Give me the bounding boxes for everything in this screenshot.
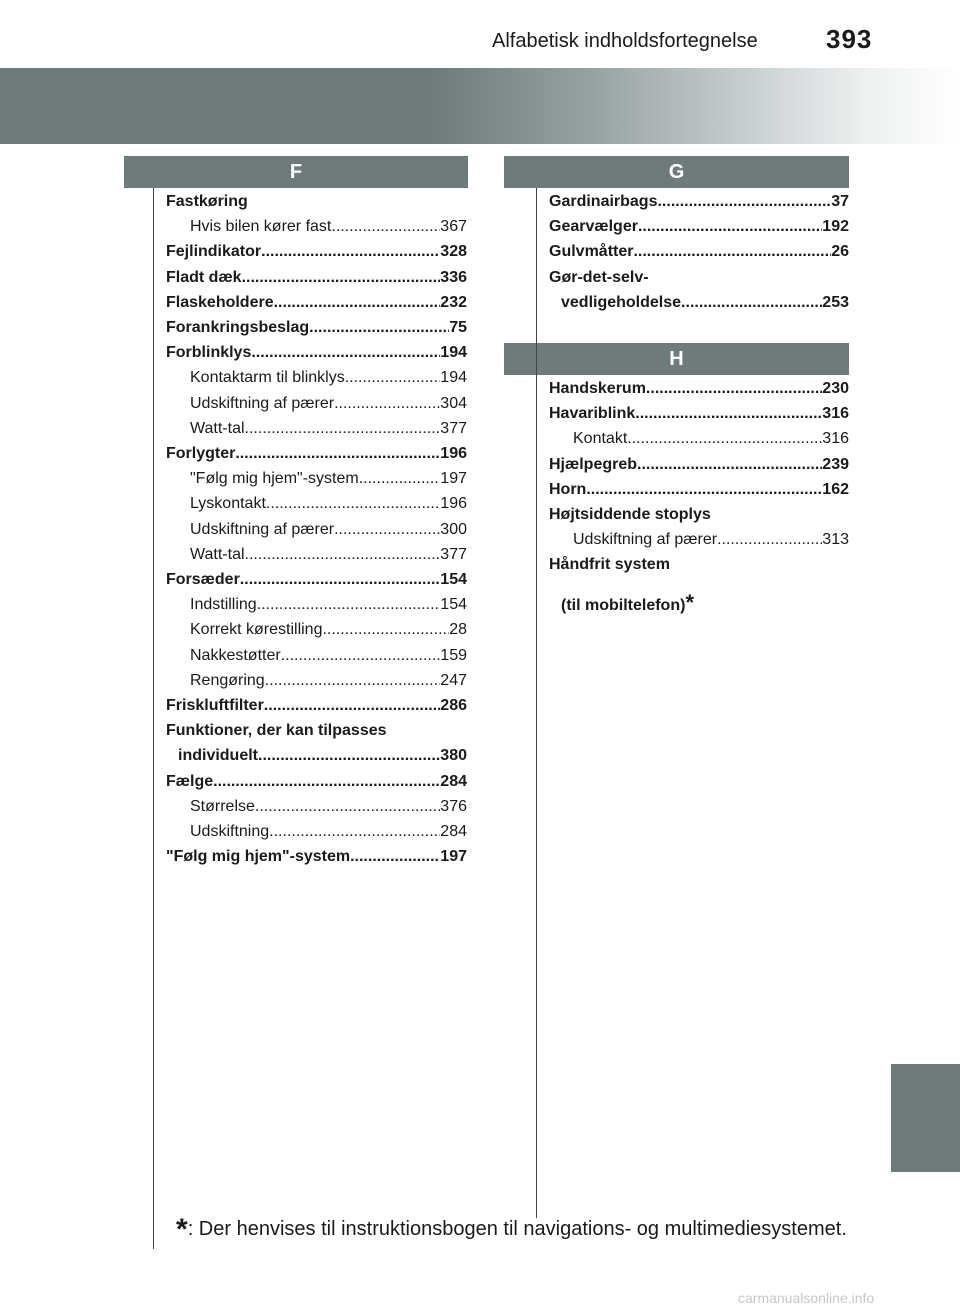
index-entry (166, 596, 467, 614)
entry-page-number: 162 (822, 480, 849, 498)
index-entry (166, 445, 467, 463)
index-entry (549, 531, 849, 549)
index-entry (549, 556, 849, 574)
leader-dots (350, 848, 440, 866)
entry-term: Watt-tal (190, 545, 245, 563)
entry-page-number: 316 (822, 430, 849, 448)
entry-term: (til mobiltelefon) (561, 596, 686, 614)
entry-term: Flaskeholdere (166, 293, 274, 311)
entry-page-number: 313 (822, 531, 849, 549)
index-column-f (166, 193, 467, 893)
index-entry (166, 621, 467, 639)
entry-term: Udskiftning af pærer (573, 531, 718, 549)
section-heading-f: F (124, 156, 468, 188)
entry-page-number: 376 (440, 797, 467, 815)
index-entry (166, 420, 467, 438)
entry-term: Gearvælger (549, 218, 638, 236)
section-heading-h: H (504, 343, 849, 375)
entry-term: Handskerum (549, 380, 646, 397)
entry-term: Udskiftning (190, 823, 270, 840)
index-entry (166, 672, 467, 690)
entry-term: Håndfrit system (549, 556, 670, 574)
index-entry (166, 722, 467, 740)
entry-term: Størrelse (190, 797, 255, 815)
entry-page-number: 377 (440, 419, 467, 437)
leader-dots (334, 521, 440, 539)
chapter-tab (891, 1064, 960, 1172)
leader-dots (681, 294, 822, 312)
leader-dots (255, 798, 440, 816)
entry-page-number: 286 (440, 697, 467, 714)
entry-term: vedligeholdelse (561, 293, 682, 311)
entry-page-number: 197 (440, 470, 467, 488)
leader-dots (269, 823, 440, 841)
entry-term: Horn (549, 480, 587, 498)
index-entry (166, 369, 467, 387)
entry-term: Fælge (166, 772, 214, 790)
entry-term: "Følg mig hjem"-system (190, 470, 359, 488)
entry-term: Watt-tal (190, 419, 245, 437)
entry-page-number: 154 (440, 596, 467, 614)
entry-term: Fejlindikator (166, 243, 262, 261)
leader-dots (274, 294, 441, 312)
index-entry (166, 848, 467, 866)
entry-term: Fastkøring (166, 193, 248, 210)
leader-dots (264, 697, 441, 715)
entry-page-number: 26 (831, 243, 849, 261)
leader-dots (266, 495, 440, 513)
entry-term: Forsæder (166, 571, 240, 588)
leader-dots (309, 319, 449, 337)
leader-dots (281, 647, 441, 665)
index-entry (549, 380, 849, 398)
entry-term: Hjælpegreb (549, 455, 638, 473)
leader-dots (235, 445, 440, 463)
entry-page-number: 367 (440, 218, 467, 236)
index-entry (549, 269, 849, 287)
entry-page-number: 253 (822, 293, 849, 311)
entry-page-number: 300 (440, 520, 467, 538)
entry-term: Forankringsbeslag (166, 319, 310, 336)
index-entry (166, 747, 467, 765)
entry-term: Rengøring (190, 671, 265, 689)
leader-dots (265, 672, 441, 690)
entry-page-number: 194 (440, 344, 467, 362)
index-entry (166, 294, 467, 312)
index-entry (166, 495, 467, 513)
leader-dots (257, 596, 441, 614)
index-entry (166, 647, 467, 665)
entry-term: Hvis bilen kører fast (190, 218, 332, 236)
index-entry (166, 798, 467, 816)
leader-dots (359, 470, 441, 488)
leader-dots (637, 456, 822, 474)
footnote-text: : Der henvises til instruktionsbogen til navigations- og multimediesystemet. (187, 1218, 847, 1240)
index-entry (166, 269, 467, 287)
index-entry (166, 193, 467, 211)
leader-dots (638, 218, 822, 236)
entry-page-number: 159 (440, 646, 467, 664)
entry-page-number: 37 (831, 193, 849, 210)
entry-page-number: 377 (440, 545, 467, 563)
entry-term: Gardinairbags (549, 193, 658, 210)
entry-page-number: 336 (440, 268, 467, 286)
index-entry (549, 405, 849, 423)
index-entry (166, 218, 467, 236)
leader-dots (251, 344, 440, 362)
leader-dots (331, 218, 440, 236)
entry-page-number: 154 (440, 571, 467, 588)
entry-page-number: 197 (440, 848, 467, 866)
entry-page-number: 192 (822, 218, 849, 236)
entry-term: Udskiftning af pærer (190, 520, 335, 538)
index-entry (166, 243, 467, 261)
index-entry (549, 218, 849, 236)
entry-term: Kontaktarm til blinklys (190, 369, 345, 387)
leader-dots (245, 420, 441, 438)
index-entry (166, 773, 467, 791)
page-number: 393 (826, 24, 873, 54)
leader-dots (322, 621, 449, 639)
leader-dots (633, 243, 831, 261)
leader-dots (717, 531, 822, 549)
entry-page-number: 304 (440, 394, 467, 412)
index-entry (549, 590, 849, 616)
entry-page-number: 328 (440, 243, 467, 261)
entry-page-number: 196 (440, 445, 467, 462)
index-entry (166, 546, 467, 564)
index-entry (166, 319, 467, 337)
footnote (176, 1213, 847, 1247)
entry-page-number: 194 (440, 369, 467, 387)
entry-page-number: 196 (440, 495, 467, 513)
footnote-star: * (176, 1213, 188, 1246)
index-entry (166, 697, 467, 715)
entry-term: Kontakt (573, 430, 628, 448)
entry-page-number: 239 (822, 455, 849, 473)
index-column-g (549, 193, 849, 333)
entry-term: Gulvmåtter (549, 243, 634, 261)
entry-term: Funktioner, der kan tilpasses (166, 722, 387, 740)
index-column-h (549, 380, 849, 640)
leader-dots (261, 243, 440, 261)
index-entry (166, 571, 467, 589)
entry-term: Nakkestøtter (190, 646, 281, 664)
footnote-marker: * (685, 589, 694, 615)
entry-page-number: 247 (440, 671, 467, 689)
entry-page-number: 232 (440, 293, 467, 311)
leader-dots (258, 747, 440, 765)
index-entry (549, 506, 849, 524)
entry-term: individuelt (178, 747, 258, 765)
index-entry (166, 470, 467, 488)
leader-dots (345, 369, 441, 387)
header-title: Alfabetisk indholdsfortegnelse (492, 30, 758, 52)
index-entry (166, 823, 467, 841)
leader-dots (213, 773, 440, 791)
entry-page-number: 284 (440, 772, 467, 790)
entry-page-number: 28 (449, 621, 467, 639)
index-entry (549, 243, 849, 261)
leader-dots (657, 193, 831, 211)
entry-term: Forblinklys (166, 344, 252, 362)
leader-dots (586, 481, 822, 499)
entry-term: Lyskontakt (190, 495, 266, 513)
header-band (0, 68, 960, 144)
index-entry (166, 344, 467, 362)
index-entry (549, 294, 849, 312)
section-heading-g: G (504, 156, 849, 188)
entry-term: "Følg mig hjem"-system (166, 848, 351, 866)
index-entry (549, 456, 849, 474)
entry-term: Gør-det-selv- (549, 268, 649, 286)
entry-term: Højtsiddende stoplys (549, 506, 711, 523)
entry-term: Indstilling (190, 596, 257, 614)
leader-dots (635, 405, 822, 423)
index-entry (166, 395, 467, 413)
entry-page-number: 380 (440, 747, 467, 765)
leader-dots (240, 571, 441, 589)
entry-term: Havariblink (549, 405, 636, 423)
entry-term: Korrekt kørestilling (190, 621, 323, 639)
index-entry (166, 521, 467, 539)
leader-dots (242, 269, 441, 287)
entry-page-number: 316 (822, 405, 849, 423)
index-entry (549, 481, 849, 499)
leader-dots (334, 395, 440, 413)
entry-term: Fladt dæk (166, 268, 242, 286)
entry-term: Forlygter (166, 445, 236, 462)
index-entry (549, 430, 849, 448)
column-rule-left (153, 188, 154, 1249)
entry-page-number: 75 (449, 319, 467, 336)
entry-term: Udskiftning af pærer (190, 394, 335, 412)
entry-page-number: 230 (822, 380, 849, 397)
index-entry (549, 193, 849, 211)
column-rule-middle (536, 188, 537, 1218)
leader-dots (245, 546, 441, 564)
leader-dots (627, 430, 822, 448)
entry-page-number: 284 (440, 823, 467, 840)
leader-dots (646, 380, 822, 398)
watermark: carmanualsonline.info (738, 1290, 875, 1306)
entry-term: Friskluftfilter (166, 697, 264, 714)
